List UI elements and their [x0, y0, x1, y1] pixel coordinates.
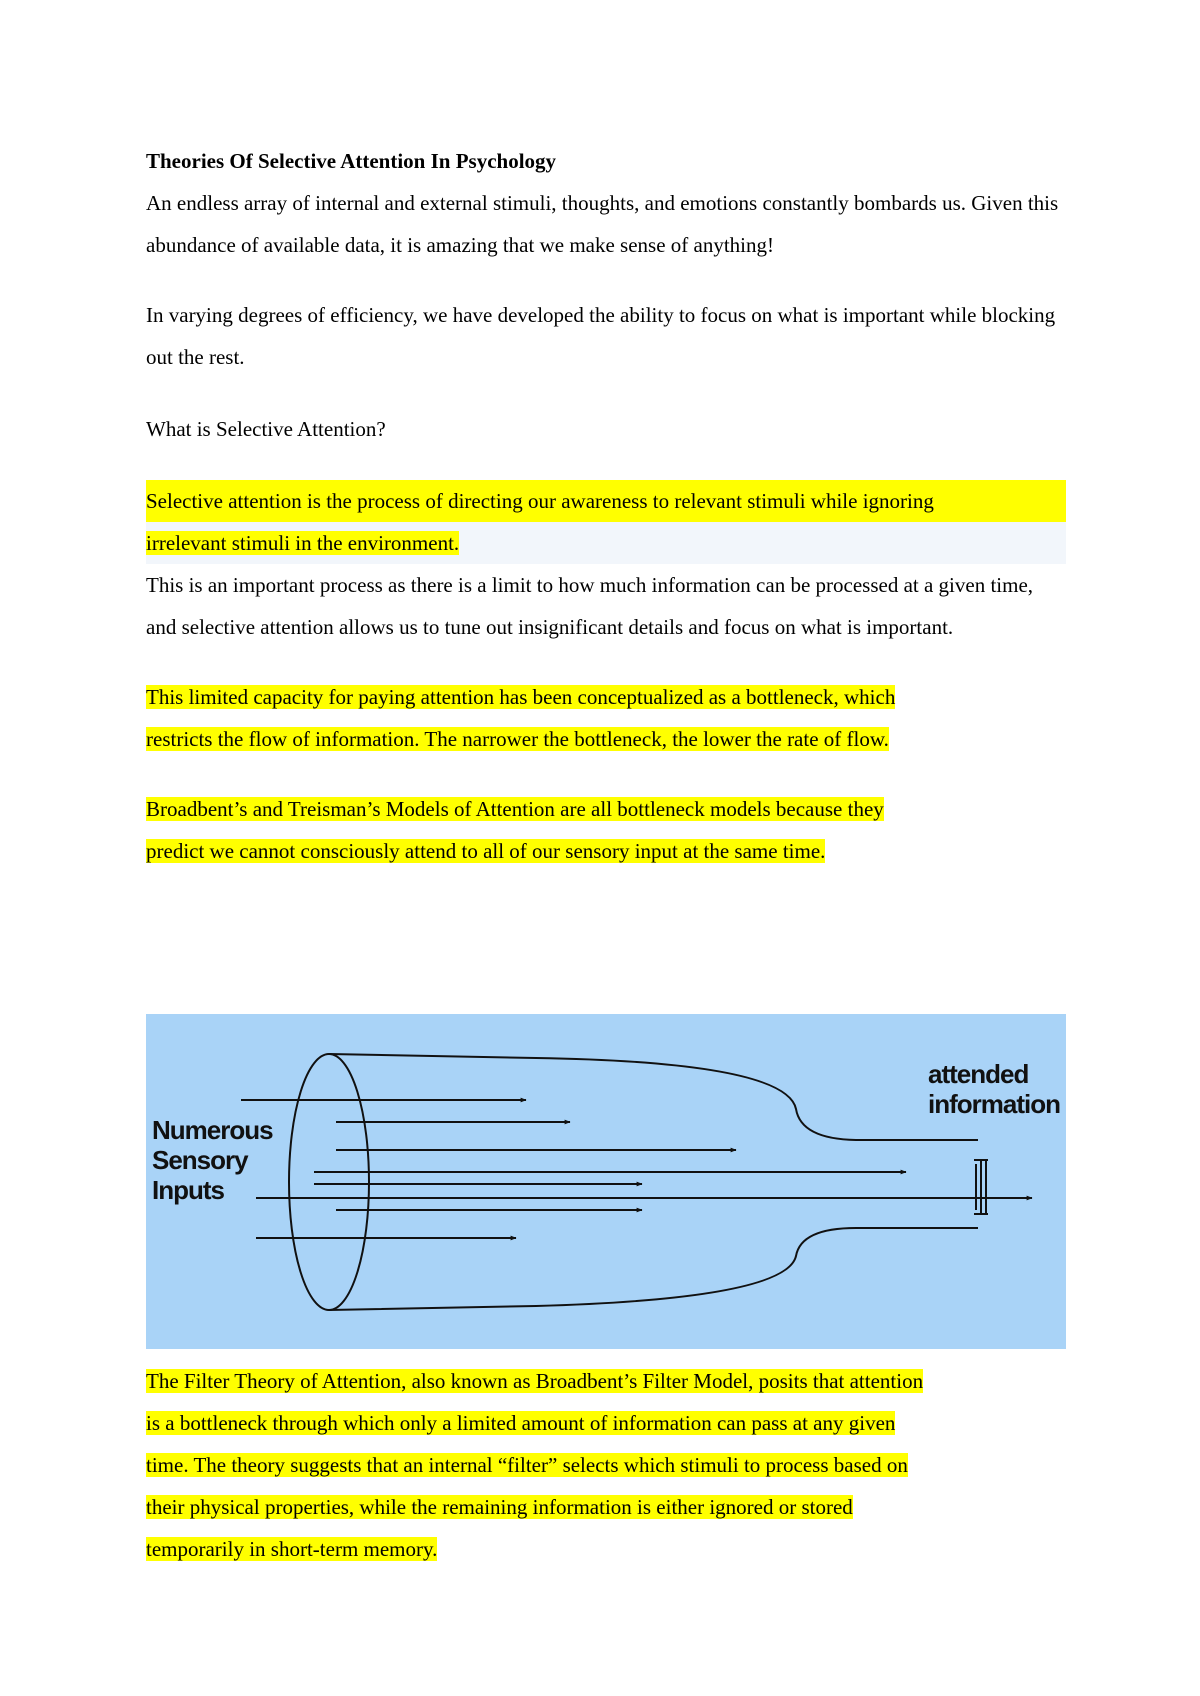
intro-paragraph-2: In varying degrees of efficiency, we have developed the ability to focus on what is important while blocking out the rest. — [146, 303, 1056, 369]
filter-line-2: is a bottleneck through which only a limited amount of information can pass at any given — [146, 1411, 896, 1435]
bottleneck-paragraph — [146, 676, 1066, 760]
filter-theory-paragraph — [146, 1360, 1066, 1570]
definition-line-1: Selective attention is the process of directing our awareness to relevant stimuli while ignoring — [146, 480, 1066, 522]
filter-line-5: temporarily in short-term memory. — [146, 1537, 438, 1561]
bottleneck-line-1: This limited capacity for paying attention has been conceptualized as a bottleneck, which — [146, 685, 896, 709]
numerous-label: Numerous — [152, 1115, 273, 1145]
definition-paragraph — [146, 480, 1066, 564]
process-paragraph: This is an important process as there is a limit to how much information can be processed at a given time, and selective attention allows us to tune out insignificant details and focus on what is important. — [146, 573, 1034, 639]
models-line-1: Broadbent’s and Treisman’s Models of Attention are all bottleneck models because they — [146, 797, 884, 821]
information-label: information — [928, 1089, 1060, 1119]
filter-slit — [974, 1160, 988, 1214]
bottleneck-diagram — [146, 1014, 1066, 1349]
section-heading: What is Selective Attention? — [146, 417, 386, 441]
document-body — [146, 140, 1066, 872]
filter-line-1: The Filter Theory of Attention, also known as Broadbent’s Filter Model, posits that attention — [146, 1369, 924, 1393]
inputs-label: Inputs — [152, 1175, 224, 1205]
document-title: Theories Of Selective Attention In Psychology — [146, 149, 557, 173]
models-line-2: predict we cannot consciously attend to all of our sensory input at the same time. — [146, 839, 826, 863]
definition-line-2: irrelevant stimuli in the environment. — [146, 531, 460, 555]
filter-line-4: their physical properties, while the remaining information is either ignored or stored — [146, 1495, 853, 1519]
models-paragraph — [146, 788, 1066, 872]
input-arrows — [241, 1100, 1032, 1238]
filter-line-3: time. The theory suggests that an internal “filter” selects which stimuli to process based on — [146, 1453, 908, 1477]
bottleneck-line-2: restricts the flow of information. The narrower the bottleneck, the lower the rate of flow. — [146, 727, 889, 751]
intro-paragraph-1: An endless array of internal and external stimuli, thoughts, and emotions constantly bombards us. Given this abundance of available data, it is amazing that we make sense of anything! — [146, 191, 1059, 257]
bottle-outline — [289, 1054, 978, 1310]
attended-label: attended — [928, 1059, 1029, 1089]
sensory-label: Sensory — [152, 1145, 248, 1175]
